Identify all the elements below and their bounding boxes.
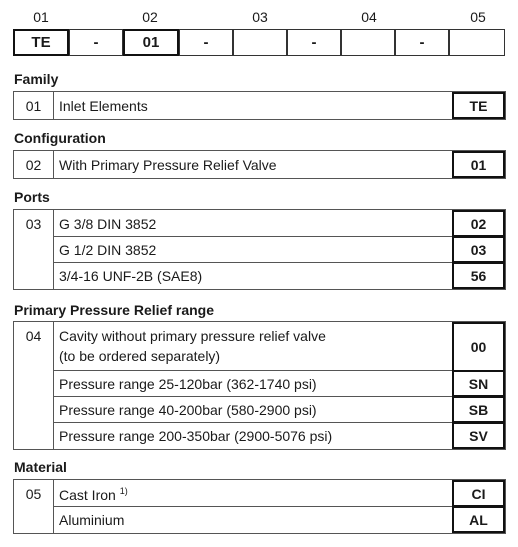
row-divider [53, 262, 505, 263]
option-code: 03 [452, 236, 505, 263]
option-label: With Primary Pressure Relief Valve [59, 157, 277, 173]
section-title-relief: Primary Pressure Relief range [14, 302, 214, 318]
option-code: SB [452, 396, 505, 423]
option-code: TE [452, 92, 505, 119]
configuration-table [13, 150, 506, 179]
row-divider [53, 370, 505, 371]
option-code: CI [452, 480, 505, 507]
option-label: 3/4-16 UNF-2B (SAE8) [59, 268, 203, 284]
option-code: 56 [452, 262, 505, 289]
code-cell-configuration: 01 [123, 29, 179, 56]
row-divider [53, 396, 505, 397]
column-number-03: 03 [252, 9, 268, 25]
option-label: G 3/8 DIN 3852 [59, 216, 157, 232]
section-title-material: Material [14, 459, 67, 475]
option-label: Pressure range 200-350bar (2900-5076 psi) [59, 428, 333, 444]
option-code: 02 [452, 210, 505, 237]
section-number: 03 [25, 216, 42, 232]
column-number-05: 05 [470, 9, 486, 25]
section-number: 05 [25, 486, 42, 502]
code-separator: - [69, 29, 123, 56]
footnote-marker: 1) [119, 486, 128, 496]
relief-table [13, 321, 506, 450]
code-separator: - [287, 29, 341, 56]
option-label: Cavity without primary pressure relief valve [59, 328, 326, 344]
column-number-02: 02 [142, 9, 158, 25]
option-label: Aluminium [59, 512, 125, 528]
option-label: Pressure range 40-200bar (580-2900 psi) [59, 402, 317, 418]
option-code: SV [452, 422, 505, 449]
material-table [13, 479, 506, 534]
row-divider [53, 236, 505, 237]
section-title-family: Family [14, 71, 59, 87]
option-label-row [59, 486, 128, 503]
option-code: 00 [452, 322, 505, 372]
option-label: G 1/2 DIN 3852 [59, 242, 157, 258]
option-label-note: (to be ordered separately) [59, 348, 221, 364]
code-cell-relief [341, 29, 395, 56]
column-number-04: 04 [361, 9, 377, 25]
code-cell-family: TE [13, 29, 69, 56]
section-title-ports: Ports [14, 189, 50, 205]
row-divider [53, 422, 505, 423]
option-code: 01 [452, 151, 505, 178]
code-separator: - [395, 29, 449, 56]
option-label: Inlet Elements [59, 98, 148, 114]
section-number: 02 [25, 157, 42, 173]
family-table [13, 91, 506, 120]
ports-table [13, 209, 506, 290]
section-number: 04 [25, 328, 42, 344]
option-label: Cast Iron [59, 487, 116, 503]
code-separator: - [179, 29, 233, 56]
option-code: SN [452, 370, 505, 397]
option-label: Pressure range 25-120bar (362-1740 psi) [59, 376, 317, 392]
section-number: 01 [25, 98, 42, 114]
code-cell-ports [233, 29, 287, 56]
column-number-01: 01 [33, 9, 49, 25]
row-divider [53, 506, 505, 507]
section-title-configuration: Configuration [14, 130, 106, 146]
option-code: AL [452, 506, 505, 533]
code-cell-material [449, 29, 505, 56]
